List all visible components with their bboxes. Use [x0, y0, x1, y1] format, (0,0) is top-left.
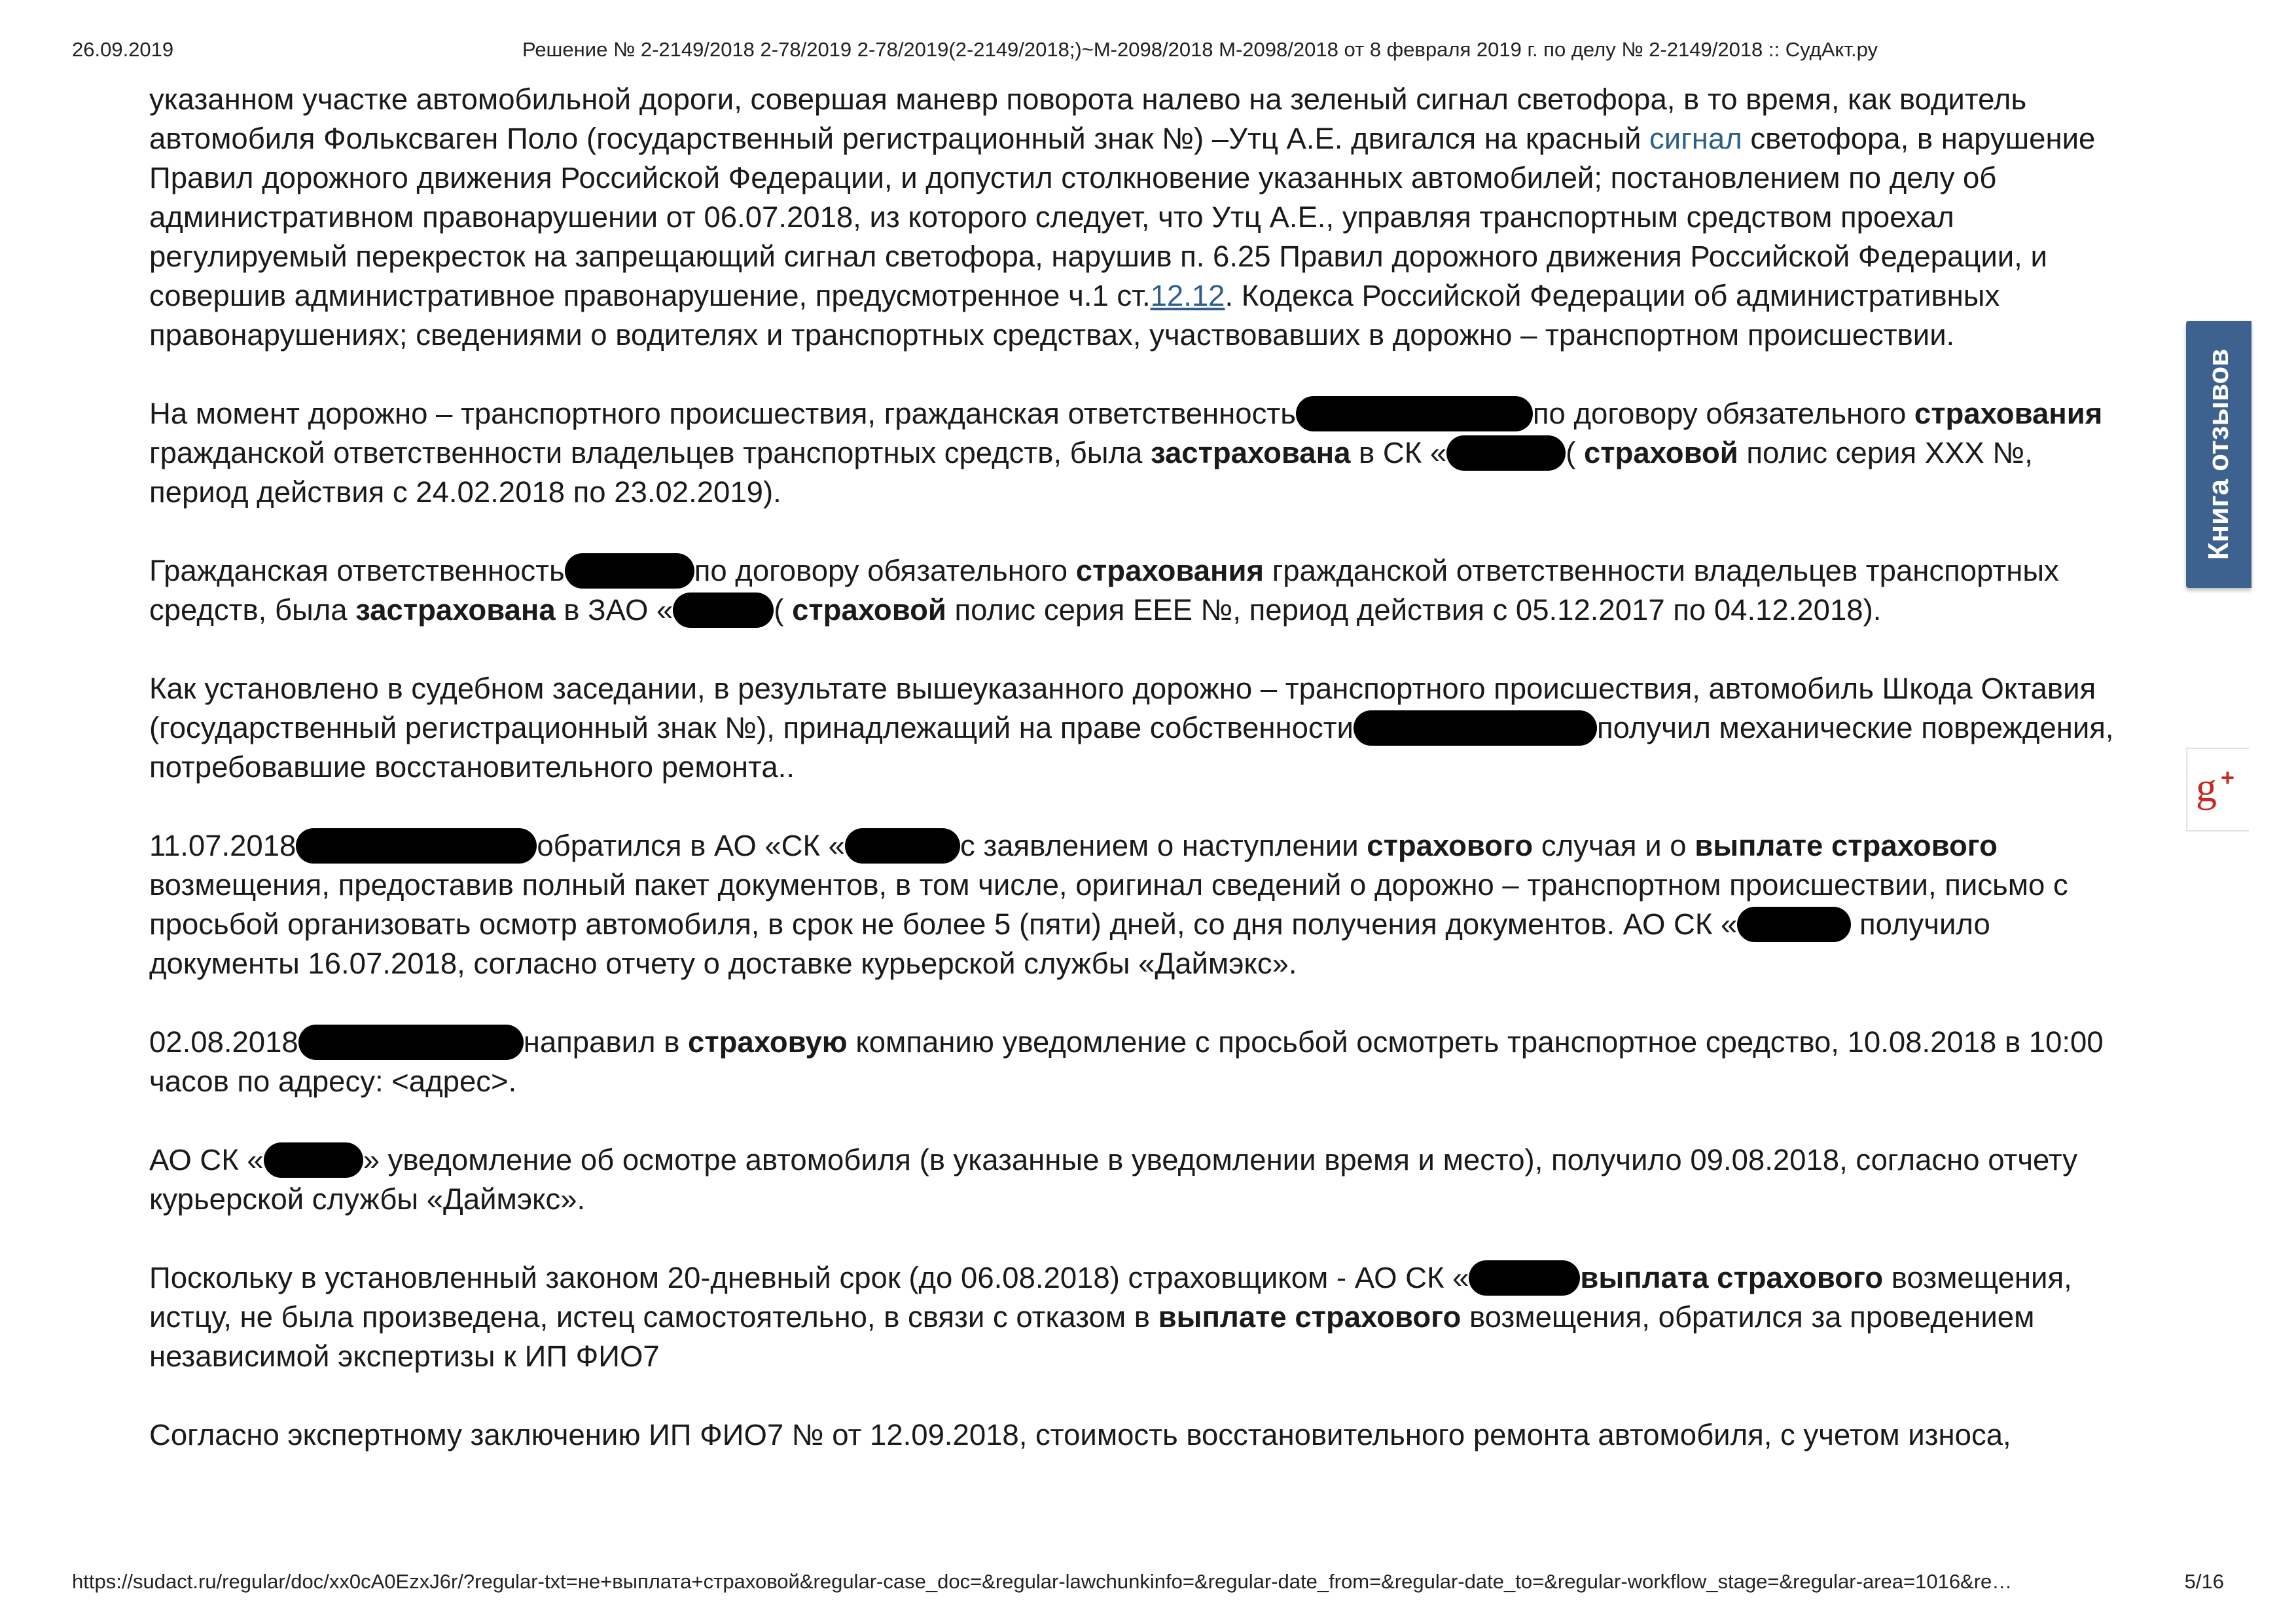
- gplus-share-button[interactable]: [2186, 748, 2249, 831]
- svg-text:g: g: [2196, 764, 2217, 811]
- text-run: компанию уведомление с просьбой осмотреть транспортное средство, 10.08.2018 в 10:00 часов по адресу: <адрес>.: [149, 1025, 2104, 1098]
- redaction-block: [1446, 435, 1566, 471]
- text-run: (: [1566, 436, 1584, 469]
- text-run: АО СК «: [149, 1143, 264, 1176]
- text-run: в СК «: [1350, 436, 1447, 469]
- text-run: . Кодекса Российской Федерации об административных правонарушениях; сведениями о водителях и транспортных средствах, участвовавших в дорожно – транспортном происшествии.: [149, 279, 2000, 352]
- text-run: 02.08.2018: [149, 1025, 298, 1059]
- keyword-highlight: застрахована: [1150, 436, 1351, 469]
- redaction-block: [845, 828, 960, 864]
- print-footer: [72, 1570, 2224, 1603]
- text-run: Гражданская ответственность: [149, 554, 565, 587]
- text-run: полис серия ХХХ №, период действия с 24.02.2018 по 23.02.2019).: [149, 436, 2033, 509]
- text-run: обратился в АО «СК «: [537, 829, 845, 862]
- keyword-highlight: страхования: [1914, 397, 2103, 430]
- keyword-highlight: страхования: [1075, 554, 1265, 587]
- text-run: На момент дорожно – транспортного происшествия, гражданская ответственность: [149, 397, 1296, 430]
- text-run: Поскольку в установленный законом 20-дневный срок (до 06.08.2018) страховщиком - АО СК «: [149, 1261, 1469, 1294]
- redaction-block: [298, 1025, 524, 1060]
- paragraph-5: [149, 826, 2139, 983]
- text-run: возмещения, обратился за проведением независимой экспертизы к ИП ФИО7: [149, 1300, 2035, 1373]
- redaction-block: [1469, 1260, 1580, 1296]
- reviews-book-tab[interactable]: [2186, 321, 2251, 588]
- text-run: 11.07.2018: [149, 829, 296, 862]
- text-run: возмещения, предоставив полный пакет документов, в том числе, оригинал сведений о дорожно – транспортном происшествии, письмо с просьбой организовать осмотр автомобиля, в срок не более 5 (пяти) дней, со дня получения документов. АО СК «: [149, 868, 2068, 941]
- text-run: указанном участке автомобильной дороги, совершая маневр поворота налево на зеленый сигнал светофора, в то время, как водитель автомобиля Фольксваген Поло (государственный регистрационный знак №) –Утц А.Е. двигался на красный: [149, 82, 2027, 155]
- text-run: по договору обязательного: [1532, 397, 1914, 430]
- print-header: [72, 38, 2224, 71]
- link-signal[interactable]: сигнал: [1649, 122, 1742, 155]
- print-title: Решение № 2-2149/2018 2-78/2019 2-78/2019(2-2149/2018;)~М-2098/2018 М-2098/2018 от 8 февраля 2019 г. по делу № 2-2149/2018 :: СудАкт.ру: [522, 38, 1878, 61]
- keyword-highlight: страхового: [1367, 829, 1534, 862]
- text-run: направил в: [523, 1025, 689, 1059]
- text-run: гражданской ответственности владельцев транспортных средств, была: [149, 554, 2059, 627]
- print-date: 26.09.2019: [72, 38, 174, 61]
- text-run: получил механические повреждения, потребовавшие восстановительного ремонта..: [149, 711, 2114, 784]
- keyword-highlight: страховой: [1583, 436, 1738, 469]
- redaction-block: [1296, 396, 1533, 431]
- keyword-highlight: выплате страхового: [1695, 829, 1998, 862]
- paragraph-7: [149, 1140, 2139, 1219]
- text-run: » уведомление об осмотре автомобиля (в указанные в уведомлении время и место), получило 09.08.2018, согласно отчету курьерской службы «Даймэкс».: [149, 1143, 2077, 1216]
- link-article-12-12[interactable]: 12.12: [1150, 279, 1225, 312]
- text-run: в ЗАО «: [555, 593, 673, 627]
- text-run: с заявлением о наступлении: [960, 829, 1367, 862]
- text-run: случая и о: [1533, 829, 1695, 862]
- paragraph-3: [149, 551, 2139, 630]
- paragraph-2: [149, 394, 2139, 512]
- page-number: 5/16: [2184, 1570, 2224, 1593]
- text-run: гражданской ответственности владельцев транспортных средств, была: [149, 436, 1151, 469]
- text-run: (: [774, 593, 793, 627]
- keyword-highlight: застрахована: [355, 593, 556, 627]
- svg-text:+: +: [2221, 764, 2235, 791]
- text-run: Согласно экспертному заключению ИП ФИО7 № от 12.09.2018, стоимость восстановительного ремонта автомобиля, с учетом износа,: [149, 1418, 2011, 1451]
- text-run: полис серия ЕЕЕ №, период действия с 05.12.2017 по 04.12.2018).: [946, 593, 1882, 627]
- gplus-icon: [2192, 763, 2244, 816]
- paragraph-1: [149, 80, 2139, 355]
- paragraph-9: [149, 1415, 2139, 1455]
- redaction-block: [1354, 710, 1597, 746]
- redaction-block: [565, 553, 694, 589]
- print-url: https://sudact.ru/regular/doc/xx0cA0EzxJ6r/?regular-txt=не+выплата+страховой&regular-case_doc=&regular-lawchunkinfo=&regular-date_from=&regular-date_to=&regular-workflow_stage=&regular-area=1016&re…: [72, 1570, 2013, 1593]
- keyword-highlight: выплата страхового: [1580, 1261, 1884, 1294]
- text-run: Как установлено в судебном заседании, в результате вышеуказанного дорожно – транспортного происшествия, автомобиль Шкода Октавия (государственный регистрационный знак №), принадлежащий на праве собственности: [149, 672, 2096, 744]
- paragraph-4: [149, 669, 2139, 787]
- keyword-highlight: страховой: [792, 593, 946, 627]
- text-run: получило документы 16.07.2018, согласно отчету о доставке курьерской службы «Даймэкс».: [149, 907, 1990, 980]
- document-body: [149, 80, 2139, 1494]
- paragraph-8: [149, 1258, 2139, 1376]
- keyword-highlight: выплате страхового: [1158, 1300, 1462, 1334]
- redaction-block: [296, 828, 537, 864]
- paragraph-6: [149, 1023, 2139, 1101]
- text-run: светофора, в нарушение Правил дорожного движения Российской Федерации, и допустил столкновение указанных автомобилей; постановлением по делу об административном правонарушении от 06.07.2018, из которого следует, что Утц А.Е., управляя транспортным средством проехал регулируемый перекресток на запрещающий сигнал светофора, нарушив п. 6.25 Правил дорожного движения Российской Федерации, и совершив административное правонарушение, предусмотренное ч.1 ст.: [149, 122, 2096, 312]
- redaction-block: [264, 1142, 363, 1178]
- redaction-block: [1737, 907, 1851, 942]
- reviews-book-label: Книга отзывов: [2202, 348, 2234, 560]
- text-run: по договору обязательного: [694, 554, 1076, 587]
- redaction-block: [673, 593, 774, 628]
- keyword-highlight: страховую: [688, 1025, 848, 1059]
- text-run: возмещения, истцу, не была произведена, истец самостоятельно, в связи с отказом в: [149, 1261, 2072, 1334]
